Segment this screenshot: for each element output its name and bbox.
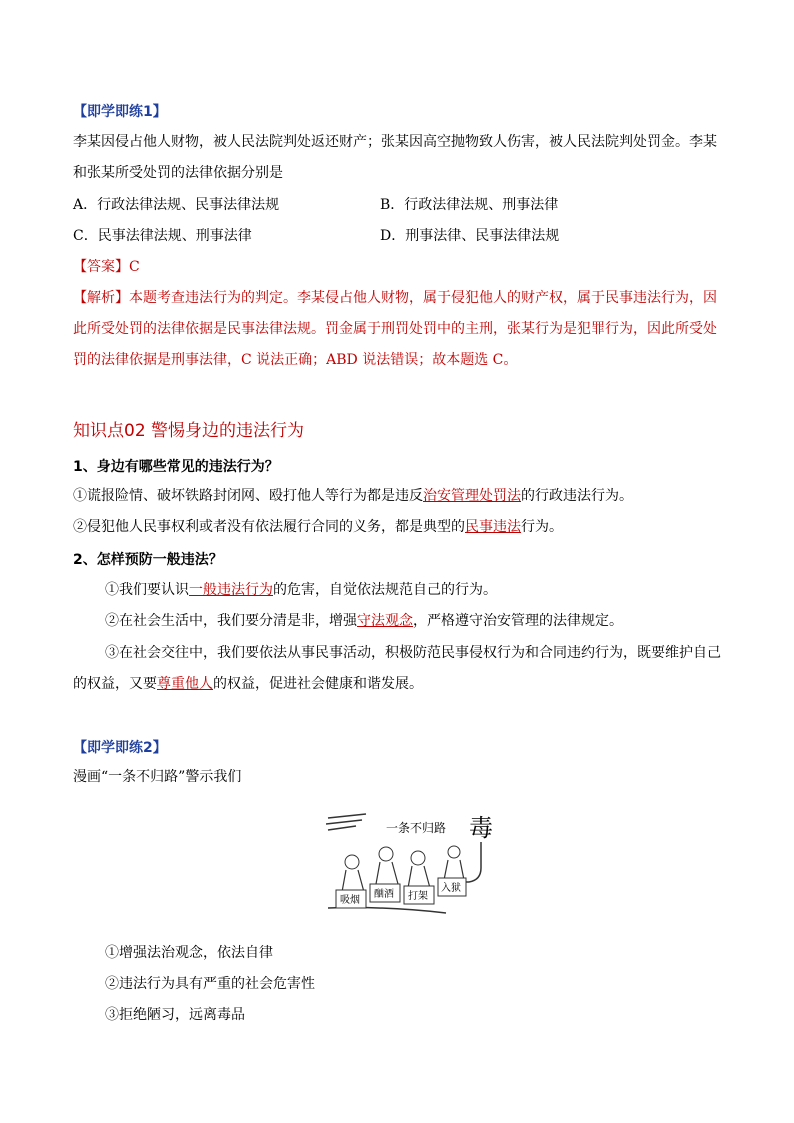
box-smoking: 吸烟 [340,895,360,906]
p1-text-end: 的危害，自觉依法规范自己的行为。 [273,582,497,598]
item1-text-end: 的行政违法行为。 [521,488,633,504]
prevention-point-1 [105,580,497,600]
poison-sign: 毒 [469,814,493,842]
option-d: D．刑事法律、民事法律法规 [380,228,560,244]
question-heading-1: 1、身边有哪些常见的违法行为？ [73,459,279,475]
option-b: B．行政法律法规、刑事法律 [380,197,559,213]
item2-text: ②侵犯他人民事权利或者没有依法履行合同的义务，都是典型的 [73,519,465,535]
practice1-question-line2: 和张某所受处罚的法律依据分别是 [73,165,283,181]
answer-row [73,257,140,277]
practice2-option-3: ③拒绝陋习，远离毒品 [105,1007,245,1023]
p3-text-end: 的权益，促进社会健康和谐发展。 [213,676,423,692]
knowledge-item-2 [73,517,563,537]
analysis-text1: 本题考查违法行为的判定。李某侵占他人财物，属于侵犯他人的财产权，属于民事违法行为，因 [129,290,717,306]
prevention-point-2 [105,611,623,631]
option-c: C．民事法律法规、刑事法律 [73,228,252,244]
p1-keyword: 一般违法行为 [189,582,273,598]
box-drinking: 酗酒 [374,889,394,900]
item2-keyword: 民事违法 [465,519,521,535]
p2-text-end: ，严格遵守治安管理的法律规定。 [413,613,623,629]
box-prison: 入狱 [441,883,461,894]
practice1-label: 【即学即练1】 [73,104,167,120]
answer-label: 【答案】 [73,259,129,275]
cartoon-title: 一条不归路 [386,821,447,835]
practice2-option-1: ①增强法治观念，依法自律 [105,945,273,961]
p2-keyword: 守法观念 [357,613,413,629]
item1-text: ①谎报险情、破坏铁路封闭网、殴打他人等行为都是违反 [73,488,423,504]
p3-text: 的权益，又要 [73,676,157,692]
answer-value: C [129,259,140,275]
box-fighting: 打架 [408,891,428,902]
analysis-line1 [73,288,717,308]
prevention-point-3-line2 [73,674,423,694]
question-heading-2: 2、怎样预防一般违法？ [73,552,223,568]
practice2-option-2: ②违法行为具有严重的社会危害性 [105,976,315,992]
p1-text: ①我们要认识 [105,582,189,598]
option-a: A．行政法律法规、民事法律法规 [73,197,280,213]
analysis-label: 【解析】 [73,290,129,306]
item1-keyword: 治安管理处罚法 [423,488,521,504]
knowledge-item-1 [73,486,633,506]
p2-text: ②在社会生活中，我们要分清是非，增强 [105,613,357,629]
practice1-question-line1: 李某因侵占他人财物，被人民法院判处返还财产；张某因高空抛物致人伤害，被人民法院判处罚金。李某 [73,134,717,150]
cartoon-illustration [326,808,496,923]
practice2-label: 【即学即练2】 [73,740,167,756]
cartoon-drawing [326,808,496,923]
p3-keyword: 尊重他人 [157,676,213,692]
analysis-line3: 罚的法律依据是刑事法律，C 说法正确；ABD 说法错误；故本题选 C。 [73,352,518,368]
item2-text-end: 行为。 [521,519,563,535]
practice2-question: 漫画“一条不归路”警示我们 [73,769,242,785]
prevention-point-3-line1: ③在社会交往中，我们要依法从事民事活动，积极防范民事侵权行为和合同违约行为，既要维护自己 [105,645,721,661]
analysis-line2: 此所受处罚的法律依据是民事法律法规。罚金属于刑罚处罚中的主刑，张某行为是犯罪行为，因此所受处 [73,321,717,337]
knowledge-point-title: 知识点02 警惕身边的违法行为 [73,421,305,441]
